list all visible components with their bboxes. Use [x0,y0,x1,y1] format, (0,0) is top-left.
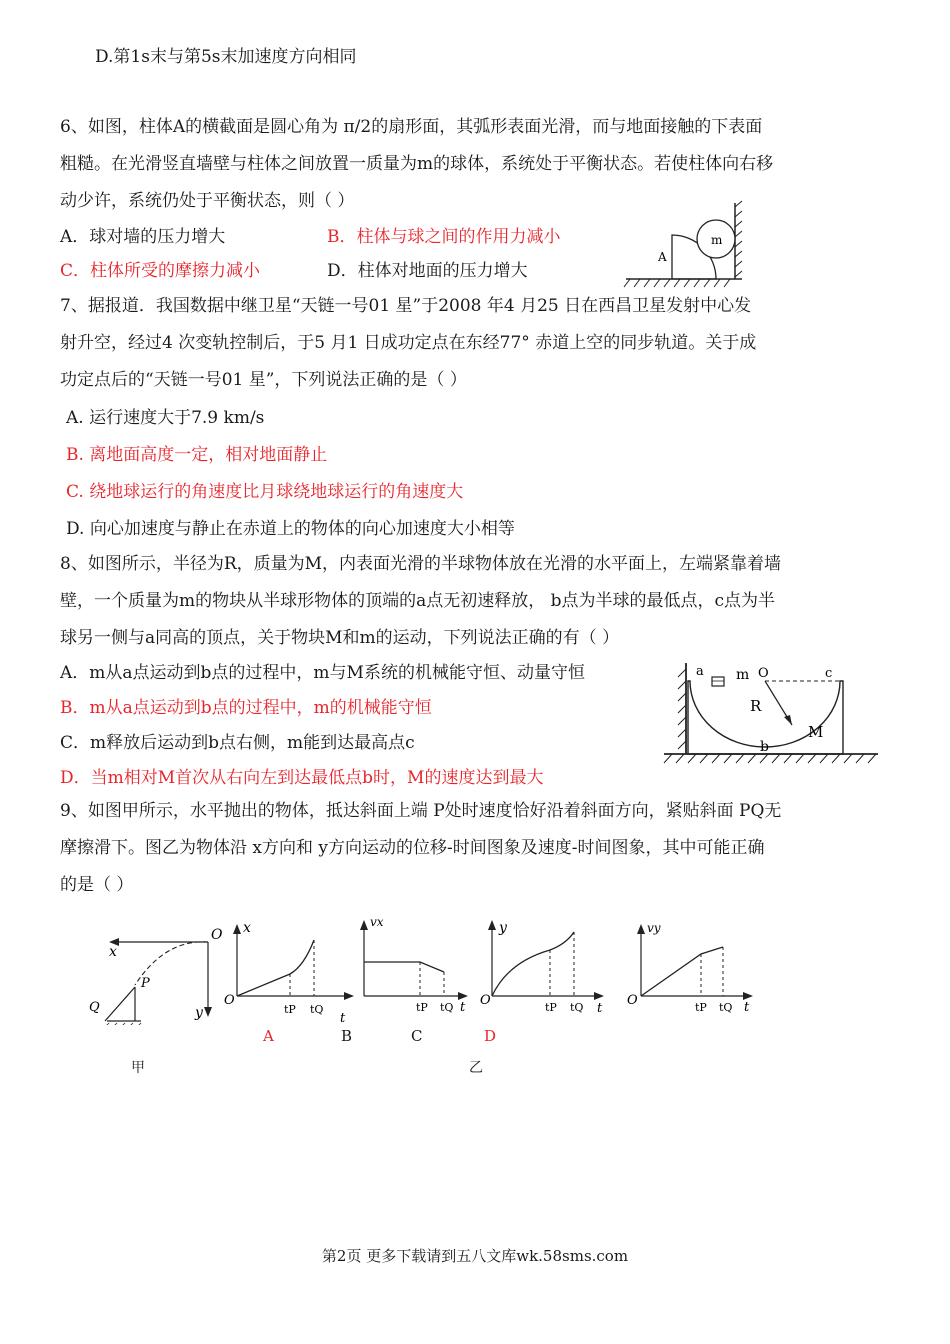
q8-option-c: C．m释放后运动到b点右侧，m能到达最高点c [60,733,415,753]
graph-a-ylabel: x [243,920,251,936]
graph-c-tlabel: t [597,1001,603,1016]
graph-c-origin: O [480,993,491,1008]
graph-c-tq: tQ [570,1001,584,1014]
graph-a-tp: tP [284,1003,296,1016]
graph-d-origin: O [627,993,638,1008]
q7-line-2: 射升空，经过4 次变轨控制后，于5 月1 日成功定点在东经77° 赤道上空的同步轨道。关于成 [60,333,757,353]
q6-option-d: D．柱体对地面的压力增大 [327,261,528,281]
q8-label-b: b [760,739,769,755]
graph-b [352,912,477,1022]
q8-label-big-m: M [808,723,824,741]
q6-label-m: m [711,233,723,247]
graph-d-tlabel: t [744,1000,750,1015]
q6-figure [620,195,760,290]
q9-figure-jia [85,925,235,1025]
q8-option-b: B．m从a点运动到b点的过程中，m的机械能守恒 [60,698,432,718]
caption-jia: 甲 [131,1060,145,1076]
jia-label-y: y [195,1005,203,1021]
q8-label-c: c [825,666,833,681]
graph-a [222,918,357,1028]
q6-option-b: B．柱体与球之间的作用力减小 [327,227,561,247]
q9-line-2: 摩擦滑下。图乙为物体沿 x方向和 y方向运动的位移-时间图象及速度-时间图象，其中可能正确 [60,838,765,858]
caption-yi: 乙 [469,1060,483,1076]
q6-line-3: 动少许，系统仍处于平衡状态，则（ ） [60,191,355,211]
q6-label-a: A [658,250,667,264]
graph-b-tq: tQ [440,1001,454,1014]
graph-c [478,912,613,1022]
graph-a-tlabel: t [340,1011,346,1026]
q9-line-3: 的是（ ） [60,875,134,895]
graph-d-ylabel: vy [647,921,661,935]
q8-option-a: A．m从a点运动到b点的过程中，m与M系统的机械能守恒、动量守恒 [60,663,585,683]
q8-line-2: 壁，一个质量为m的物块从半球形物体的顶端的a点无初速释放， b点为半球的最低点，c点为半 [60,591,776,611]
q9-line-1: 9、如图甲所示，水平抛出的物体，抵达斜面上端 P处时速度恰好沿着斜面方向，紧贴斜面 PQ无 [60,801,782,821]
q8-label-m: m [736,667,750,683]
q8-label-o: O [758,666,769,681]
q7-line-3: 功定点后的“天链一号01 星”，下列说法正确的是（ ） [60,370,467,390]
q7-option-a: A. 运行速度大于7.9 km/s [66,408,265,428]
q5-option-d: D.第1s末与第5s末加速度方向相同 [95,47,357,67]
q6-line-2: 粗糙。在光滑竖直墙壁与柱体之间放置一质量为m的球体，系统处于平衡状态。若使柱体向右移 [60,154,774,174]
graph-d-tp: tP [695,1001,707,1014]
graph-d-letter: D [484,1027,497,1045]
graph-c-tp: tP [545,1001,557,1014]
jia-label-x: x [109,944,117,960]
q7-option-d: D. 向心加速度与静止在赤道上的物体的向心加速度大小相等 [66,519,515,539]
q7-option-c: C. 绕地球运行的角速度比月球绕地球运行的角速度大 [66,482,464,502]
q7-option-b: B. 离地面高度一定，相对地面静止 [66,445,328,465]
graph-b-tlabel: t [460,1000,466,1015]
q6-line-1: 6、如图，柱体A的横截面是圆心角为 π/2的扇形面，其弧形表面光滑，而与地面接触的下表面 [60,117,763,137]
q7-line-1: 7、据报道．我国数据中继卫星“天链一号01 星”于2008 年4 月25 日在西昌卫星发射中心发 [60,296,752,316]
q8-line-1: 8、如图所示，半径为R，质量为M，内表面光滑的半球物体放在光滑的水平面上，左端紧靠着墙 [60,554,782,574]
q6-option-a: A．球对墙的压力增大 [60,227,226,247]
graph-c-ylabel: y [499,920,507,936]
q8-label-r: R [750,697,762,715]
q8-option-d: D．当m相对M首次从右向左到达最低点b时，M的速度达到最大 [60,768,544,788]
graph-b-ylabel: vx [370,915,384,929]
jia-label-o: O [211,927,223,943]
graph-b-letter: B [341,1027,353,1045]
jia-label-p: P [141,976,150,991]
q6-option-c: C．柱体所受的摩擦力减小 [60,261,261,281]
q8-figure [660,655,885,770]
graph-a-letter: A [263,1027,274,1045]
page-footer: 第2页 更多下载请到五八文库wk.58sms.com [321,1247,629,1265]
graph-c-letter: C [411,1027,423,1045]
jia-label-q: Q [89,1000,100,1015]
graph-b-tp: tP [416,1001,428,1014]
graph-a-origin: O [224,993,235,1008]
graph-d-tq: tQ [719,1001,733,1014]
graph-d [625,918,760,1028]
graph-a-tq: tQ [310,1003,324,1016]
q8-label-a: a [696,664,704,679]
q8-line-3: 球另一侧与a同高的顶点，关于物块M和m的运动，下列说法正确的有（ ） [60,628,620,648]
